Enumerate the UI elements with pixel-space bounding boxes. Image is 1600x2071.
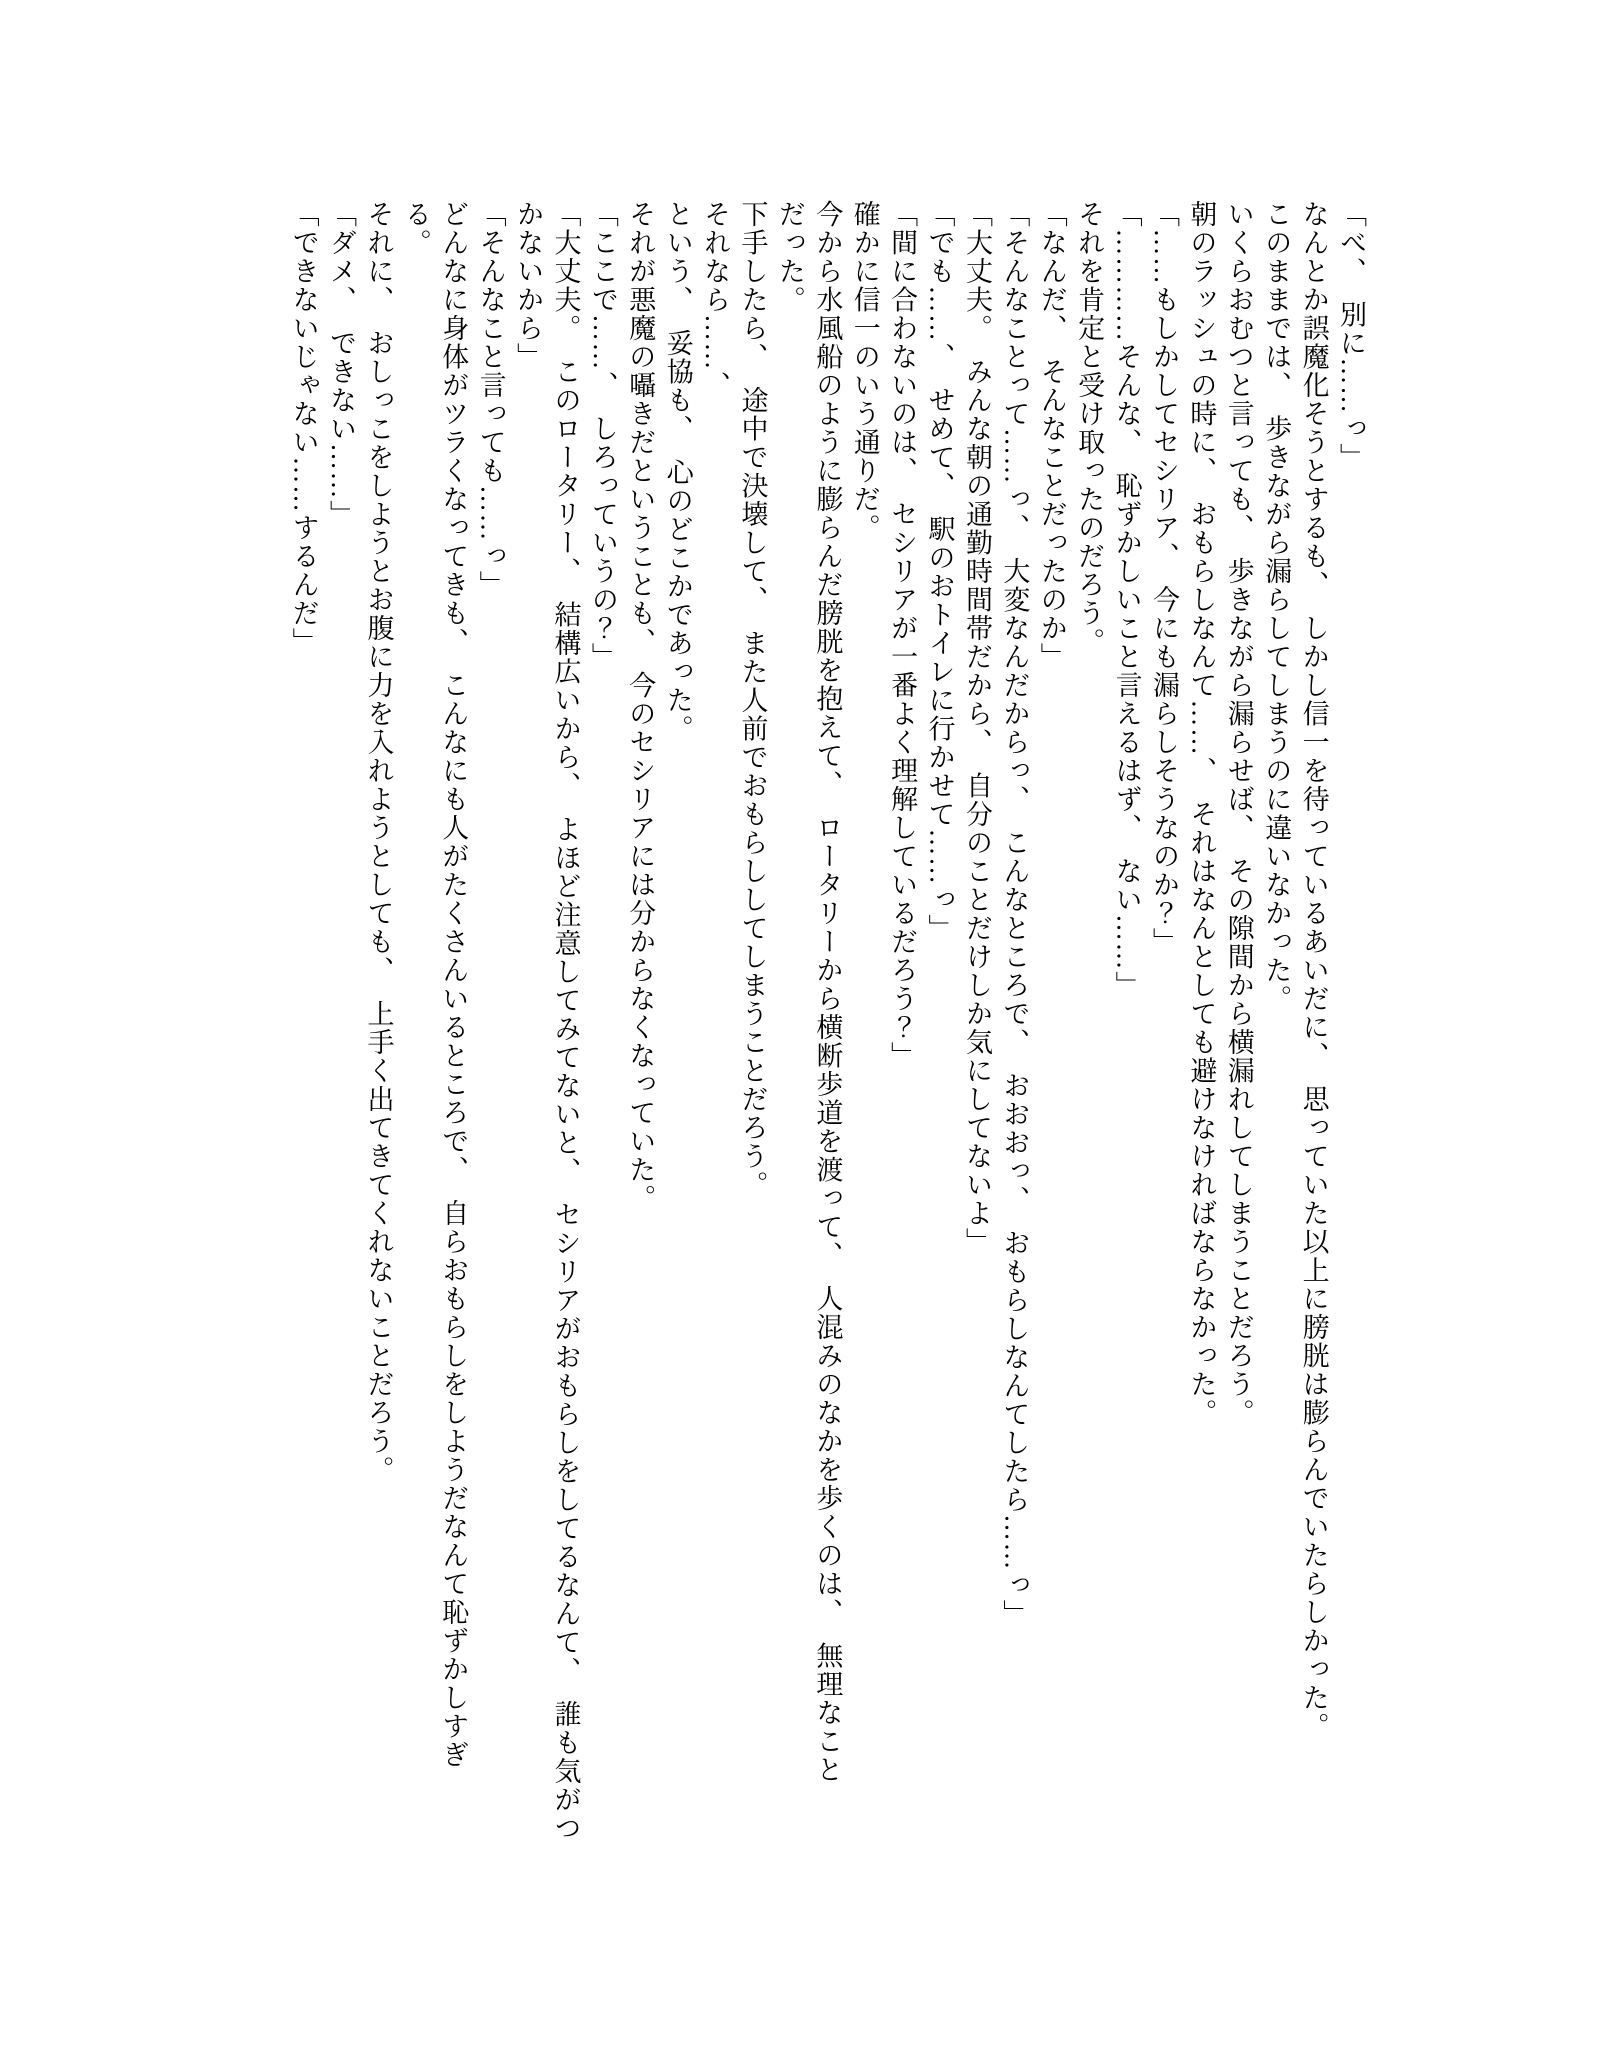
text-column-9: 「なんだ、 そんなことだったのか」 [1036, 200, 1067, 671]
text-column-7: 「…………そんな、 恥ずかしいこと言えるはず、 ない……」 [1111, 200, 1142, 1000]
text-column-18: それなら……、 [700, 200, 731, 400]
text-column-8: それを肯定と受け取ったのだろう。 [1074, 200, 1105, 656]
text-column-14: 確かに信一のいう通りだ。 [849, 200, 880, 542]
text-column-16: だった。 [774, 200, 805, 314]
text-column-17: 下手したら、 途中で決壊して、 また人前でおもらししてしまうことだろう。 [737, 200, 768, 1199]
text-column-27: それに、 おしっこをしようとお腹に力を入れようとしても、 上手く出てきてくれないことだろう。 [363, 200, 394, 1484]
text-column-19: という、 妥協も、 心のどこかであった。 [662, 200, 693, 743]
text-column-13: 「間に合わないのは、 セシリアが一番よく理解しているだろう？」 [887, 200, 918, 1070]
text-column-21: 「ここで……、 しろっていうの？」 [587, 200, 618, 671]
text-column-1: 「べ、 別に……っ」 [1336, 200, 1366, 472]
text-column-10: 「そんなことって……っ、 大変なんだからっ、 こんなところで、 おおおっ、 おもらしなんてしたら……っ」 [999, 200, 1030, 1628]
text-column-26: る。 [400, 200, 431, 257]
text-column-6: 「……もしかしてセシリア、 今にも漏らしそうなのか？」 [1148, 200, 1179, 956]
text-column-23: かないから」 [513, 200, 544, 371]
text-column-22: 「大丈夫。 このロータリー、 結構広いから、 よほど注意してみてないと、 セシリアがおもらしをしてるなんて、 誰も気がつ [550, 200, 581, 1843]
text-column-15: 今から水風船のように膨らんだ膀胱を抱えて、 ロータリーから横断歩道を渡って、 人混みのなかを歩くのは、 無理なこと [812, 200, 843, 1784]
text-column-25: どんなに身体がツラくなってきも、 こんなにも人がたくさんいるところで、 自らおもらしをしようだなんて恥ずかしすぎ [438, 200, 469, 1769]
text-column-12: 「でも……、 せめて、 駅のおトイレに行かせて……っ」 [924, 200, 955, 943]
text-column-5: 朝のラッシュの時に、 おもらしなんて……、 それはなんとしても避けなければならなかった。 [1186, 200, 1217, 1427]
text-column-11: 「大丈夫。 みんな朝の通勤時間帯だから、 自分のことだけしか気にしてないよ」 [961, 200, 992, 1256]
text-column-3: このままでは、 歩きながら漏らしてしまうのに違いなかった。 [1261, 200, 1292, 1013]
text-column-29: 「できないじゃない……するんだ」 [288, 200, 319, 656]
vertical-text-block [284, 200, 1369, 1890]
text-column-20: それが悪魔の囁きだということも、 今のセシリアには分からなくなっていた。 [625, 200, 656, 1213]
text-column-2: なんとか誤魔化そうとするも、 しかし信一を待っているあいだに、 思っていた以上に膀胱は膨らんでいたらしかった。 [1298, 200, 1329, 1741]
text-column-28: 「ダメ、 できない……」 [326, 200, 357, 529]
text-column-24: 「そんなこと言っても……っ」 [475, 200, 506, 599]
text-column-4: いくらおむつと言っても、 歩きながら漏らせば、 その隙間から横漏れしてしまうことだろう。 [1223, 200, 1254, 1427]
